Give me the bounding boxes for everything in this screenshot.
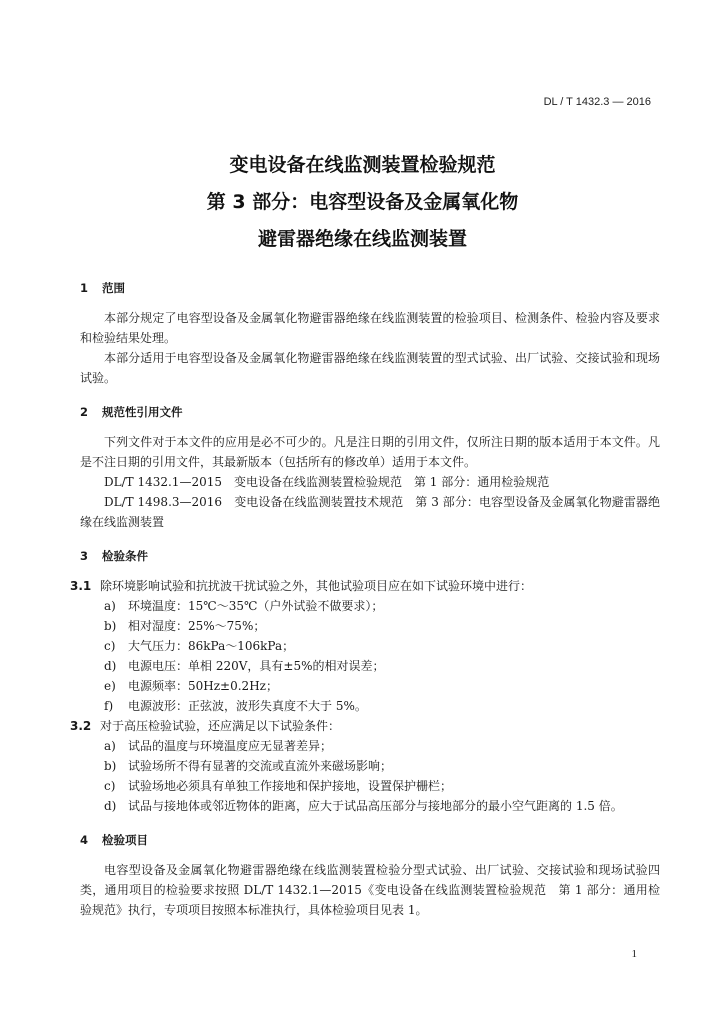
section-3-heading [80,546,660,566]
section-number: 2 [80,405,89,419]
subsection-3-1 [70,576,660,596]
section-1-heading [80,278,660,298]
section-2-paragraph-1: 下列文件对于本文件的应用是必不可少的。凡是注日期的引用文件，仅所注日期的版本适用于本文件。凡是不注日期的引用文件，其最新版本（包括所有的修改单）适用于本文件。 [80,435,660,469]
list-item-text: 相对湿度：25%～75%； [128,619,266,633]
list-item [80,656,660,676]
list-marker: c) [104,639,116,653]
section-number: 4 [80,833,89,847]
list-item [80,676,660,696]
section-4-heading [80,830,660,850]
list-item-text: 电源波形：正弦波，波形失真度不大于 5%。 [128,699,367,713]
subsection-text: 除环境影响试验和抗扰波干扰试验之外，其他试验项目应在如下试验环境中进行： [100,579,533,593]
subsection-number: 3.2 [70,719,92,733]
list-marker: a) [104,739,116,753]
list-item [80,796,660,816]
list-item-text: 试品的温度与环境温度应无显著差异； [128,739,333,753]
title-line-3: 避雷器绝缘在线监测装置 [257,228,467,250]
list-marker: d) [104,799,117,813]
list-marker: f) [104,699,114,713]
section-1-paragraph-2: 本部分适用于电容型设备及金属氧化物避雷器绝缘在线监测装置的型式试验、出厂试验、交接试验和现场试验。 [80,351,660,385]
list-item-text: 环境温度：15℃～35℃（户外试验不做要求）； [128,599,384,613]
list-item-text: 试验场所不得有显著的交流或直流外来磁场影响； [128,759,393,773]
list-marker: e) [104,679,116,693]
section-2-heading [80,402,660,422]
list-item [80,736,660,756]
list-item-text: 电源频率：50Hz±0.2Hz； [128,679,278,693]
document-body [70,278,660,920]
section-title: 检验项目 [102,833,148,847]
section-title: 检验条件 [102,549,148,563]
list-item-text: 电源电压：单相 220V，具有±5%的相对误差； [128,659,385,673]
section-2-reference-2: DL/T 1498.3—2016 变电设备在线监测装置技术规范 第 3 部分：电容型设备及金属氧化物避雷器绝缘在线监测装置 [80,495,660,529]
list-item [80,616,660,636]
section-title: 范围 [102,281,125,295]
section-number: 3 [80,549,89,563]
list-item [80,756,660,776]
page-number: 1 [631,948,637,960]
section-4-paragraph-1: 电容型设备及金属氧化物避雷器绝缘在线监测装置检验分型式试验、出厂试验、交接试验和现场试验四类，通用项目的检验要求按照 DL/T 1432.1—2015《变电设备在线监测装置检验规范 第 1 部分：通用检验规范》执行，专项项目按照本标准执行，具体检验项目见表 1。 [80,863,660,917]
list-item [80,696,660,716]
subsection-text: 对于高压检验试验，还应满足以下试验条件： [100,719,341,733]
list-marker: d) [104,659,117,673]
document-code: DL / T 1432.3 — 2016 [543,96,651,108]
list-item-text: 试验场地必须具有单独工作接地和保护接地，设置保护栅栏； [128,779,453,793]
list-item [80,776,660,796]
section-number: 1 [80,281,89,295]
subsection-3-2 [70,716,660,736]
section-1-paragraph-1: 本部分规定了电容型设备及金属氧化物避雷器绝缘在线监测装置的检验项目、检测条件、检验内容及要求和检验结果处理。 [80,311,660,345]
section-title: 规范性引用文件 [102,405,183,419]
list-item [80,636,660,656]
list-marker: b) [104,619,117,633]
list-marker: a) [104,599,116,613]
list-item [80,596,660,616]
list-marker: b) [104,759,117,773]
list-item-text: 试品与接地体或邻近物体的距离，应大于试品高压部分与接地部分的最小空气距离的 1.5 倍。 [128,799,623,813]
list-marker: c) [104,779,116,793]
list-item-text: 大气压力：86kPa～106kPa； [128,639,295,653]
title-line-2: 第 3 部分：电容型设备及金属氧化物 [206,191,519,213]
subsection-number: 3.1 [70,579,92,593]
title-line-1: 变电设备在线监测装置检验规范 [229,154,496,176]
section-2-reference-1: DL/T 1432.1—2015 变电设备在线监测装置检验规范 第 1 部分：通用检验规范 [104,475,550,489]
